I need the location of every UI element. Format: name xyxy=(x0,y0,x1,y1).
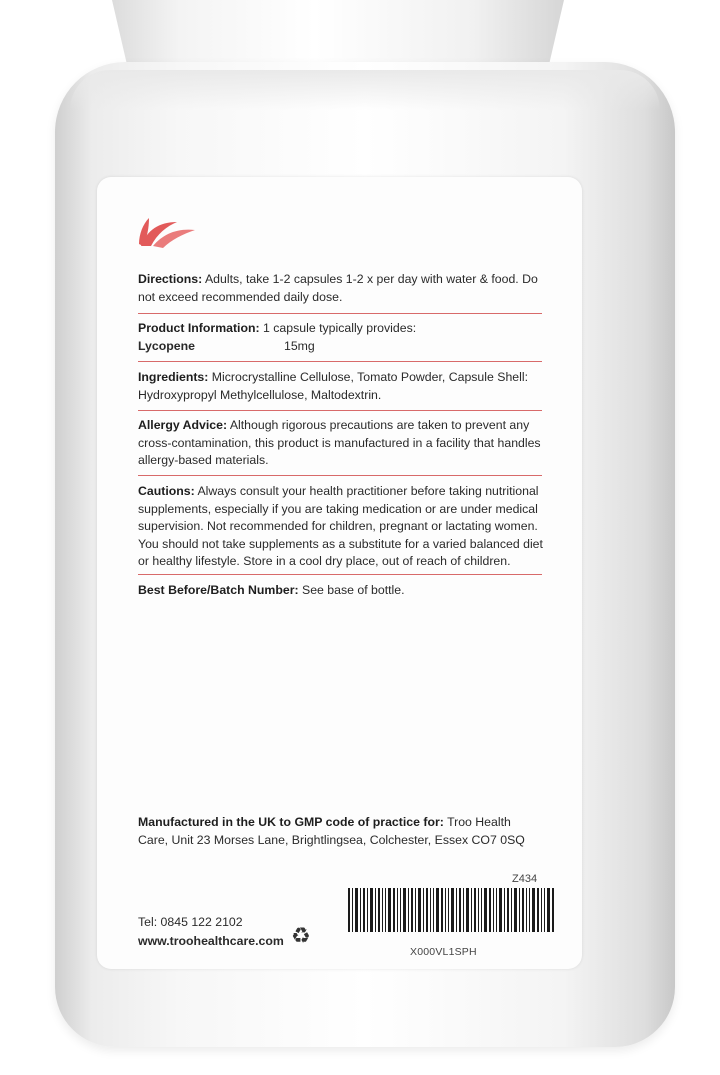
product-info-section xyxy=(138,320,548,355)
divider xyxy=(138,361,542,362)
directions-section xyxy=(138,271,548,306)
website: www.troohealthcare.com xyxy=(138,934,284,948)
barcode-number: X000VL1SPH xyxy=(410,946,477,958)
product-code: Z434 xyxy=(512,873,538,885)
barcode xyxy=(348,888,554,932)
manufacturer-title: Manufactured in the UK to GMP code of practice for: xyxy=(138,815,444,829)
directions-text: Adults, take 1-2 capsules 1-2 x per day with water & food. Do not exceed recommended daily dose. xyxy=(138,272,538,304)
allergy-text: Although rigorous precautions are taken to prevent any cross-contamination, this product is manufactured in a facility that handles allergy-based materials. xyxy=(138,418,541,467)
allergy-title: Allergy Advice: xyxy=(138,418,228,432)
nutrient-row xyxy=(138,338,548,356)
cautions-text: Always consult your health practitioner before taking nutritional supplements, especially if you are taking medication or are under medical supervision. Not recommended for children, pregnant or lactating women. You should not take supplements as a substitute for a varied balanced diet or healthy lifestyle. Store in a cool dry place, out of reach of children. xyxy=(138,484,543,568)
ingredients-section xyxy=(138,369,548,404)
nutrient-amount: 15mg xyxy=(284,338,315,353)
bottle-shoulder xyxy=(70,70,660,110)
manufacturer-text: Troo Health Care, Unit 23 Morses Lane, Brightlingsea, Colchester, Essex CO7 0SQ xyxy=(138,815,525,847)
allergy-section xyxy=(138,417,548,470)
divider xyxy=(138,475,542,476)
divider xyxy=(138,313,542,314)
best-before-section xyxy=(138,582,548,600)
divider xyxy=(138,574,542,575)
ingredients-text: Microcrystalline Cellulose, Tomato Powder, Capsule Shell: Hydroxypropyl Methylcellulose, Maltodextrin. xyxy=(138,370,529,402)
manufacturer-section xyxy=(138,814,538,849)
cautions-title: Cautions: xyxy=(138,484,195,498)
telephone: Tel: 0845 122 2102 xyxy=(138,915,243,929)
cautions-section xyxy=(138,483,548,571)
contact-block xyxy=(138,913,284,951)
product-info-text: 1 capsule typically provides: xyxy=(263,321,417,335)
nutrient-name: Lycopene xyxy=(138,338,195,353)
divider xyxy=(138,410,542,411)
product-info-title: Product Information: xyxy=(138,321,260,335)
ingredients-title: Ingredients: xyxy=(138,370,209,384)
best-before-title: Best Before/Batch Number: xyxy=(138,583,299,597)
best-before-text: See base of bottle. xyxy=(302,583,405,597)
leaf-logo-icon xyxy=(137,210,199,250)
directions-title: Directions: xyxy=(138,272,203,286)
recycle-icon: ♻ xyxy=(291,923,311,948)
